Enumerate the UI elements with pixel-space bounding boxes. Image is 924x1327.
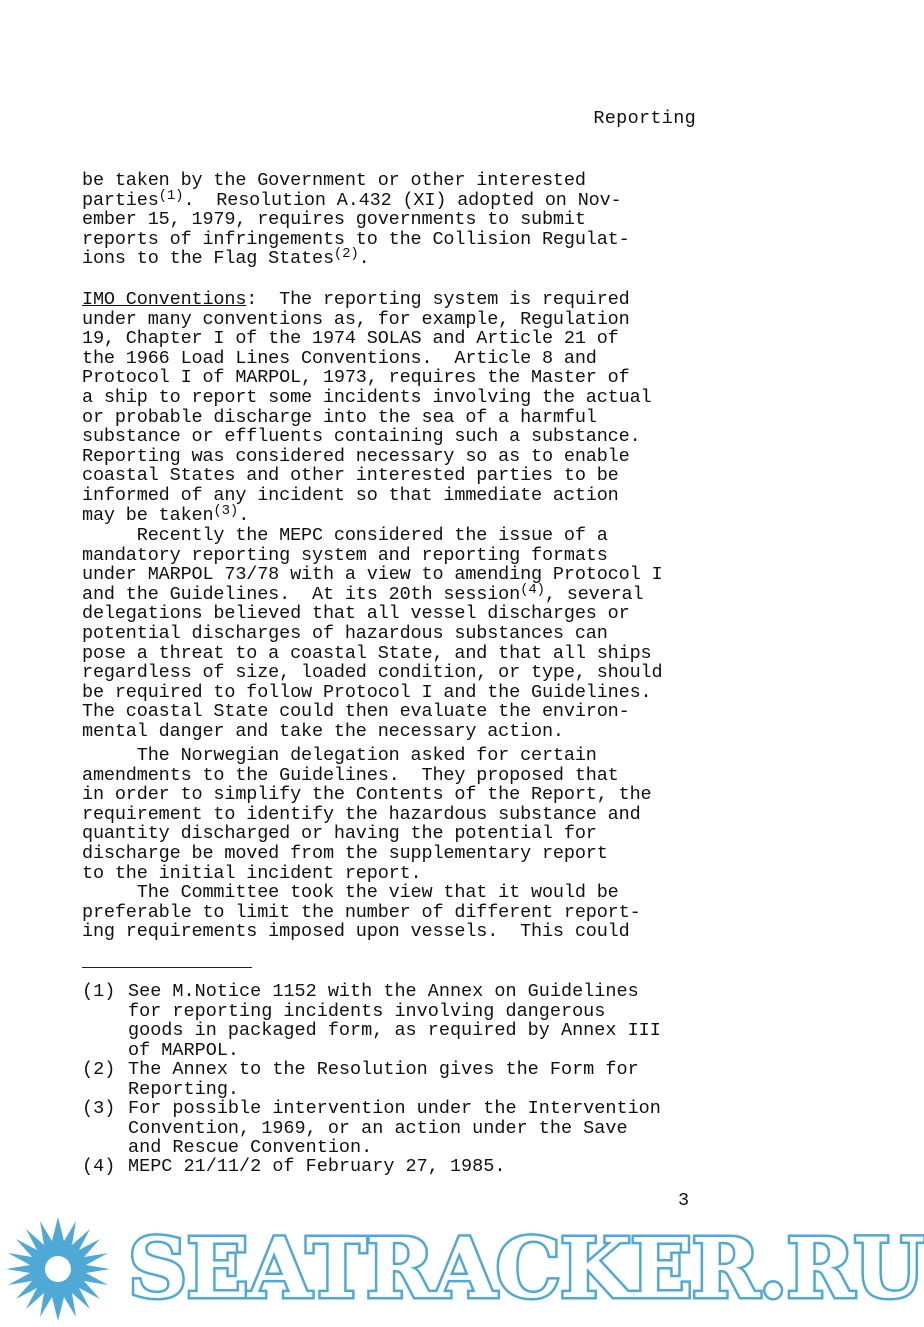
p1-text-a: be taken by the Government or other interested parties xyxy=(82,170,586,211)
footnote-ref-2: (2) xyxy=(333,246,359,263)
paragraph-imo-conventions xyxy=(82,290,722,525)
paragraph-committee: The Committee took the view that it would be preferable to limit the number of different report- ing requirements imposed upon vessels. This could xyxy=(82,882,641,943)
footnote-ref-3: (3) xyxy=(213,502,239,519)
paragraph-continuation xyxy=(82,171,722,269)
paragraph-mepc xyxy=(82,526,722,742)
footnote-text: MEPC 21/11/2 of February 27, 1985. xyxy=(128,1156,506,1177)
paragraph-norwegian: The Norwegian delegation asked for certain amendments to the Guidelines. They proposed that in order to simplify the Contents of the Report, the requirement to identify the hazardous substance and quantity discharged or having the potential for discharge be moved from the supplementary report to the initial incident report. xyxy=(82,745,652,884)
footnote-number: (1) xyxy=(82,981,116,1002)
p3-text-b: , several delegations believed that all vessel discharges or potential discharges of hazardous substances can pose a threat to a coastal State, and that all ships regardless of size, loaded condition, or type, should be required to follow Protocol I and the Guidelines. The coastal State could then evaluate the environ- mental danger and take the necessary action. xyxy=(82,583,663,742)
footnote-number: (2) xyxy=(82,1059,116,1080)
p3-text-a: Recently the MEPC considered the issue of a mandatory reporting system and reporting formats under MARPOL 73/78 with a view to amending Protocol I and the Guidelines. At its 20th session xyxy=(82,525,663,605)
p2-text-a: : The reporting system is required under many conventions as, for example, Regulation 19, Chapter I of the 1974 SOLAS and Article 21 of the 1966 Load Lines Conventions. Article 8 and Protocol I of MARPOL, 1973, requires the Master of a ship to report some incidents involving the actual or probable discharge into the sea of a harmful substance or effluents containing such a substance. Reporting was considered necessary so as to enable coastal States and other interested parties to be informed of any incident so that immediate action may be taken xyxy=(82,289,652,526)
footnote-divider xyxy=(82,967,252,968)
footnote-number: (4) xyxy=(82,1156,116,1177)
page-number: 3 xyxy=(678,1190,690,1211)
p1-text-b: . Resolution A.432 (XI) adopted on Nov- ember 15, 1979, requires governments to submit reports of infringements to the Collision Regulat- ions to the Flag States xyxy=(82,189,630,270)
footnote-number: (3) xyxy=(82,1098,116,1119)
p2-text-b: . xyxy=(238,504,250,526)
running-header: Reporting xyxy=(593,108,696,129)
footnote-text: See M.Notice 1152 with the Annex on Guidelines for reporting incidents involving dangerous goods in packaged form, as required by Annex III of MARPOL. xyxy=(128,981,661,1061)
watermark-text: SEATRACKER.RU xyxy=(128,1221,924,1317)
footnote-ref-1: (1) xyxy=(158,187,184,204)
section-heading-imo-conventions: IMO Conventions xyxy=(82,289,247,310)
footnote-text: The Annex to the Resolution gives the Form for Reporting. xyxy=(128,1059,639,1100)
p1-text-c: . xyxy=(358,248,370,270)
footnote-text: For possible intervention under the Intervention Convention, 1969, or an action under the Save and Rescue Convention. xyxy=(128,1098,661,1159)
footnote-ref-4: (4) xyxy=(520,581,545,598)
